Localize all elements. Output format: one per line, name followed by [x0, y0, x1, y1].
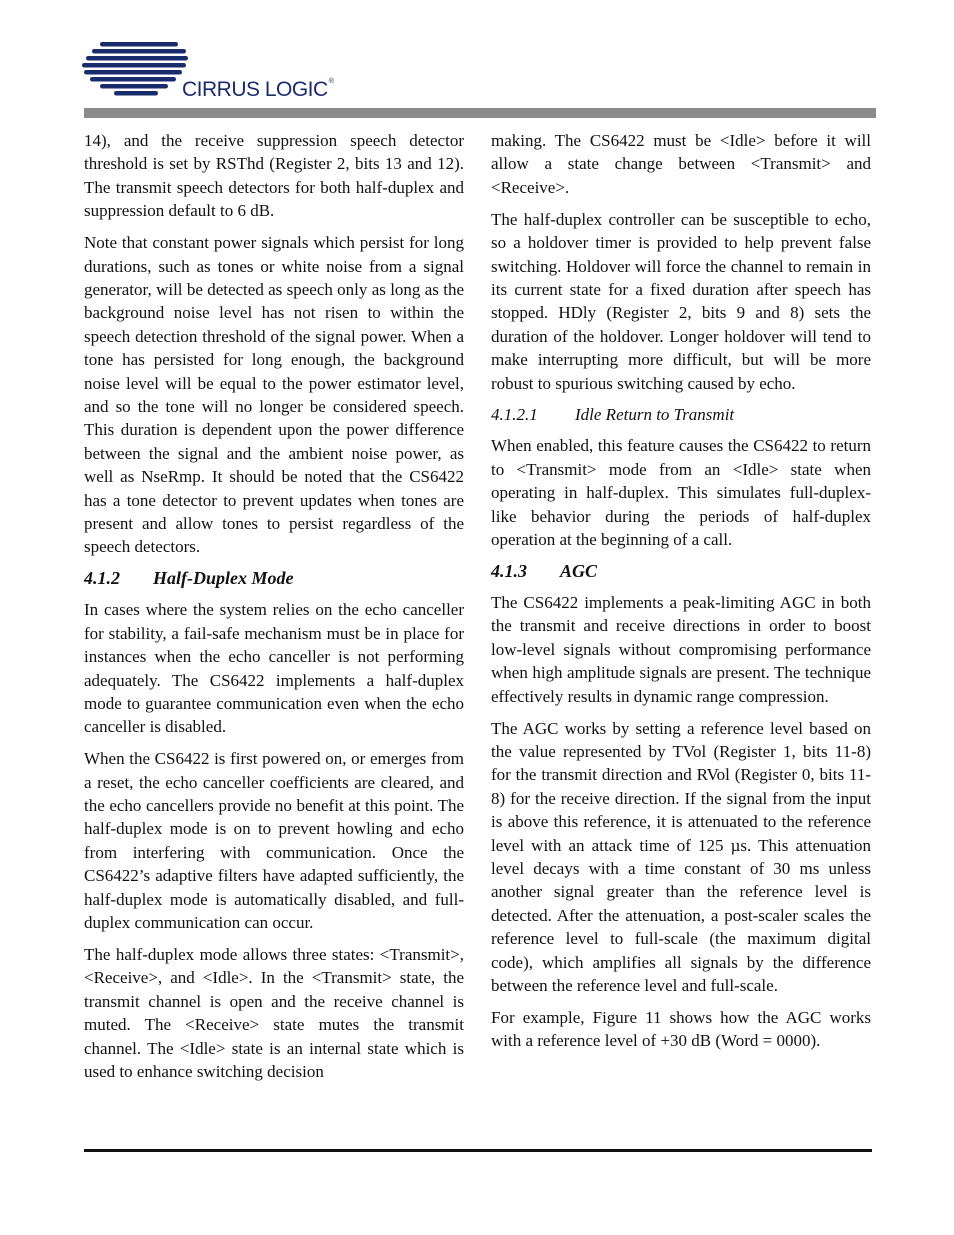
paragraph: Note that constant power signals which persist for long durations, such as tones or white noise from a signal generator, will be detected as speech only as long as the background noise level has not risen to within the speech detection threshold of the signal power. When a tone has persisted for long enough, the background noise level will be equal to the power estimator level, and so the tone will no longer be considered speech. This duration is dependent upon the power difference between the signal and the ambient noise power, as well as NseRmp. It should be noted that the CS6422 has a tone detector to prevent updates when tones are present and allow tones to persist regardless of the speech detectors.	[84, 233, 464, 557]
cirrus-logic-logo	[82, 38, 382, 102]
left-column	[84, 129, 464, 1092]
paragraph: For example, Figure 11 shows how the AGC works with a reference level of +30 dB (Word = 0000).	[491, 1007, 871, 1051]
paragraph: The half-duplex mode allows three states: <Transmit>, <Receive>, and <Idle>. In the <Transmit> state, the transmit channel is open and the receive channel is muted. The <Receive> state mutes the transmit channel. The <Idle> state is an internal state which is used to enhance switching decision	[84, 945, 464, 1082]
section-heading-4-1-2: 4.1.2 Half-Duplex Mode	[84, 568, 294, 589]
paragraph: The CS6422 implements a peak-limiting AGC in both the transmit and receive directions in order to boost low-level signals without compromising performance when high amplitude signals are present. The technique effectively results in dynamic range compression.	[491, 593, 871, 706]
paragraph: making. The CS6422 must be <Idle> before it will allow a state change between <Transmit> and <Receive>.	[491, 131, 871, 197]
right-column	[491, 129, 871, 1061]
header-rule	[84, 108, 876, 118]
paragraph: When enabled, this feature causes the CS6422 to return to <Transmit> mode from an <Idle> state when operating in half-duplex. This simulates full-duplex-like behavior during the periods of half-duplex operation at the beginning of a call.	[491, 436, 871, 550]
paragraph: The half-duplex controller can be susceptible to echo, so a holdover timer is provided to help prevent false switching. Holdover will force the channel to remain in its current state for a fixed duration after speech has stopped. HDly (Register 2, bits 9 and 8) sets the duration of the holdover. Longer holdover will tend to make interrupting more difficult, but will be more robust to spurious switching caused by echo.	[491, 209, 871, 393]
paragraph: In cases where the system relies on the echo canceller for stability, a fail-safe mechanism must be in place for instances when the echo canceller is not performing adequately. The CS6422 implements a half-duplex mode to guarantee communication even when the echo canceller is disabled.	[84, 600, 464, 737]
logo-wordmark: CIRRUS LOGIC®	[182, 78, 334, 101]
paragraph: When the CS6422 is first powered on, or emerges from a reset, the echo canceller coefficients are cleared, and the echo cancellers provide no benefit at this point. The half-duplex mode is on to prevent howling and echo from interfering with communication. Once the CS6422’s adaptive filters have adapted sufficiently, the half-duplex mode is automatically disabled, and full-duplex communication can occur.	[84, 749, 464, 933]
footer-rule	[84, 1149, 872, 1152]
paragraph: 14), and the receive suppression speech detector threshold is set by RSThd (Register 2, bits 13 and 12). The transmit speech detectors for both half-duplex and suppression default to 6 dB.	[84, 131, 464, 221]
section-heading-4-1-3: 4.1.3 AGC	[491, 561, 598, 581]
paragraph: The AGC works by setting a reference level based on the value represented by TVol (Register 1, bits 11-8) for the transmit direction and RVol (Register 0, bits 11-8) for the receive direction. If the signal from the input is above this reference, it is attenuated to the reference level with an attack time of 125 µs. This attenuation level decays with a time constant of 30 ms unless another signal greater than the reference level is detected. After the attenuation, a post-scaler scales the reference level to full-scale (the maximum digital code), which amplifies all signals by the difference between the reference level and full-scale.	[491, 718, 871, 995]
section-heading-4-1-2-1: 4.1.2.1 Idle Return to Transmit	[491, 405, 735, 425]
